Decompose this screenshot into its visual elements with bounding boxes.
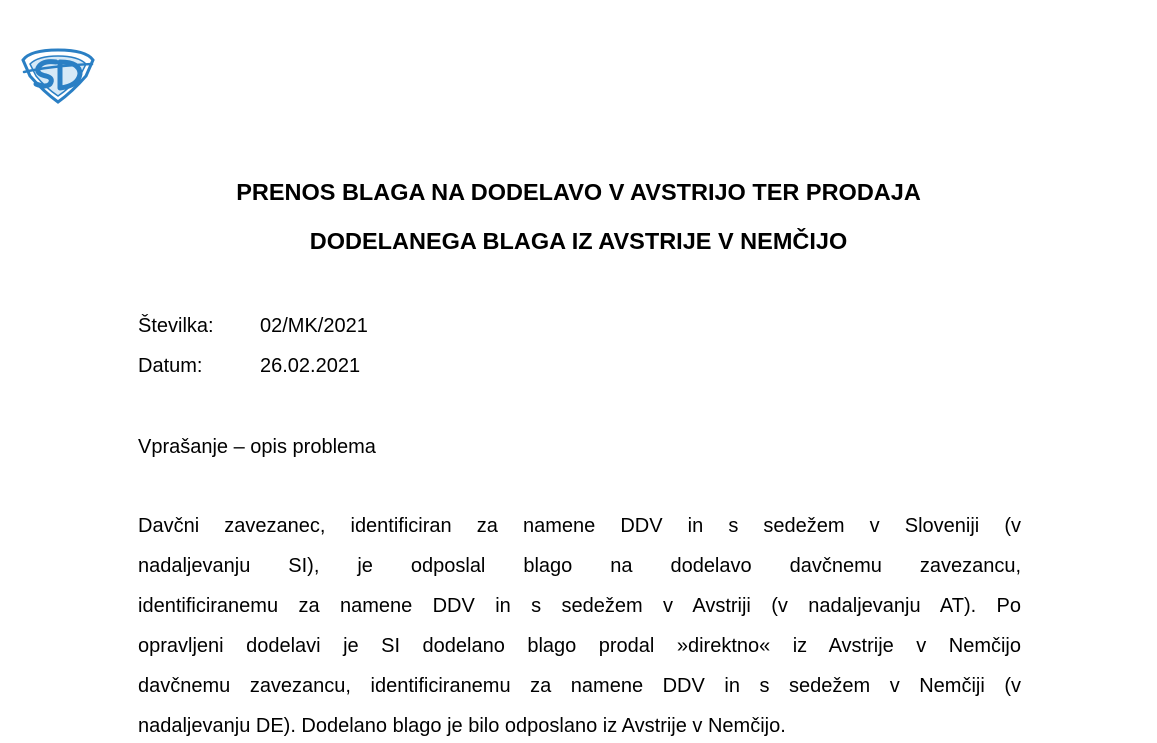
document-title-line-1: PRENOS BLAGA NA DODELAVO V AVSTRIJO TER PRODAJA bbox=[236, 179, 921, 205]
sd-logo-icon bbox=[20, 46, 96, 104]
paragraph-line: identificiranemu za namene DDV in s sedežem v Avstriji (v nadaljevanju AT). Po bbox=[138, 595, 1021, 617]
document-number-row bbox=[138, 314, 538, 338]
paragraph-line: Davčni zavezanec, identificiran za namene DDV in s sedežem v Sloveniji (v bbox=[138, 515, 1021, 537]
body-paragraph bbox=[138, 514, 1021, 743]
paragraph-line: opravljeni dodelavi je SI dodelano blago prodal »direktno« iz Avstrije v Nemčijo bbox=[138, 635, 1021, 657]
paragraph-line: nadaljevanju SI), je odposlal blago na dodelavo davčnemu zavezancu, bbox=[138, 555, 1021, 577]
document-number-value: 02/MK/2021 bbox=[260, 315, 368, 337]
paragraph-line: davčnemu zavezancu, identificiranemu za namene DDV in s sedežem v Nemčiji (v bbox=[138, 675, 1021, 697]
section-heading: Vprašanje – opis problema bbox=[138, 436, 376, 458]
document-date-label: Datum: bbox=[138, 355, 203, 377]
document-date-value: 26.02.2021 bbox=[260, 355, 361, 377]
document-title-line-2: DODELANEGA BLAGA IZ AVSTRIJE V NEMČIJO bbox=[309, 228, 848, 254]
document-date-row bbox=[138, 354, 538, 378]
paragraph-line: nadaljevanju DE). Dodelano blago je bilo odposlano iz Avstrije v Nemčijo. bbox=[138, 715, 786, 737]
document-number-label: Številka: bbox=[138, 315, 214, 337]
